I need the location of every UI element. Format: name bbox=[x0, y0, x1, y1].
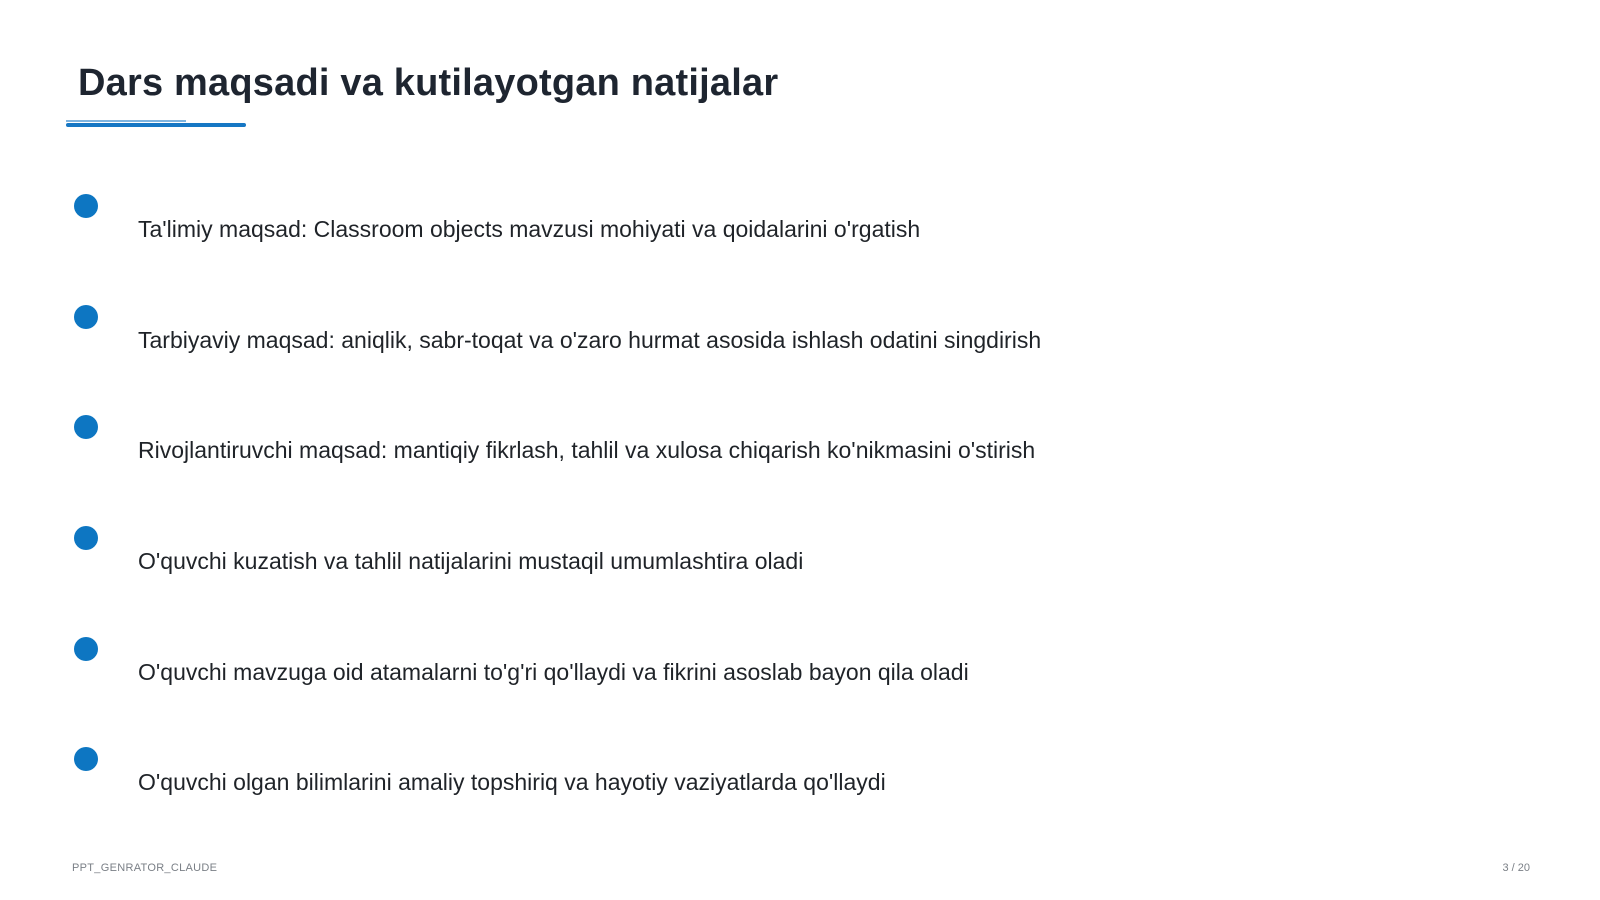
list-item bbox=[74, 747, 1274, 807]
list-item bbox=[74, 305, 1274, 365]
bullet-dot-icon bbox=[74, 637, 98, 661]
title-underline-thin bbox=[66, 120, 186, 122]
footer-source: PPT_GENRATOR_CLAUDE bbox=[72, 862, 218, 874]
page-indicator: 3 / 20 bbox=[1502, 862, 1530, 874]
bullet-text: O'quvchi mavzuga oid atamalarni to'g'ri qo'llaydi va fikrini asoslab bayon qila oladi bbox=[138, 659, 969, 685]
bullet-text: O'quvchi kuzatish va tahlil natijalarini mustaqil umumlashtira oladi bbox=[138, 548, 804, 574]
bullet-text: Tarbiyaviy maqsad: aniqlik, sabr-toqat va o'zaro hurmat asosida ishlash odatini singdirish bbox=[138, 327, 1042, 353]
bullet-dot-icon bbox=[74, 747, 98, 771]
bullet-dot-icon bbox=[74, 415, 98, 439]
bullet-dot-icon bbox=[74, 526, 98, 550]
bullet-dot-icon bbox=[74, 305, 98, 329]
bullet-dot-icon bbox=[74, 194, 98, 218]
slide-title: Dars maqsadi va kutilayotgan natijalar bbox=[78, 62, 779, 104]
title-underline bbox=[66, 123, 246, 127]
bullet-text: O'quvchi olgan bilimlarini amaliy topshiriq va hayotiy vaziyatlarda qo'llaydi bbox=[138, 769, 886, 795]
bullet-text: Rivojlantiruvchi maqsad: mantiqiy fikrlash, tahlil va xulosa chiqarish ko'nikmasini o'stirish bbox=[138, 437, 1036, 463]
bullet-text: Ta'limiy maqsad: Classroom objects mavzusi mohiyati va qoidalarini o'rgatish bbox=[138, 216, 921, 242]
list-item bbox=[74, 637, 1274, 697]
list-item bbox=[74, 526, 1274, 586]
list-item bbox=[74, 415, 1274, 475]
list-item bbox=[74, 194, 1274, 254]
